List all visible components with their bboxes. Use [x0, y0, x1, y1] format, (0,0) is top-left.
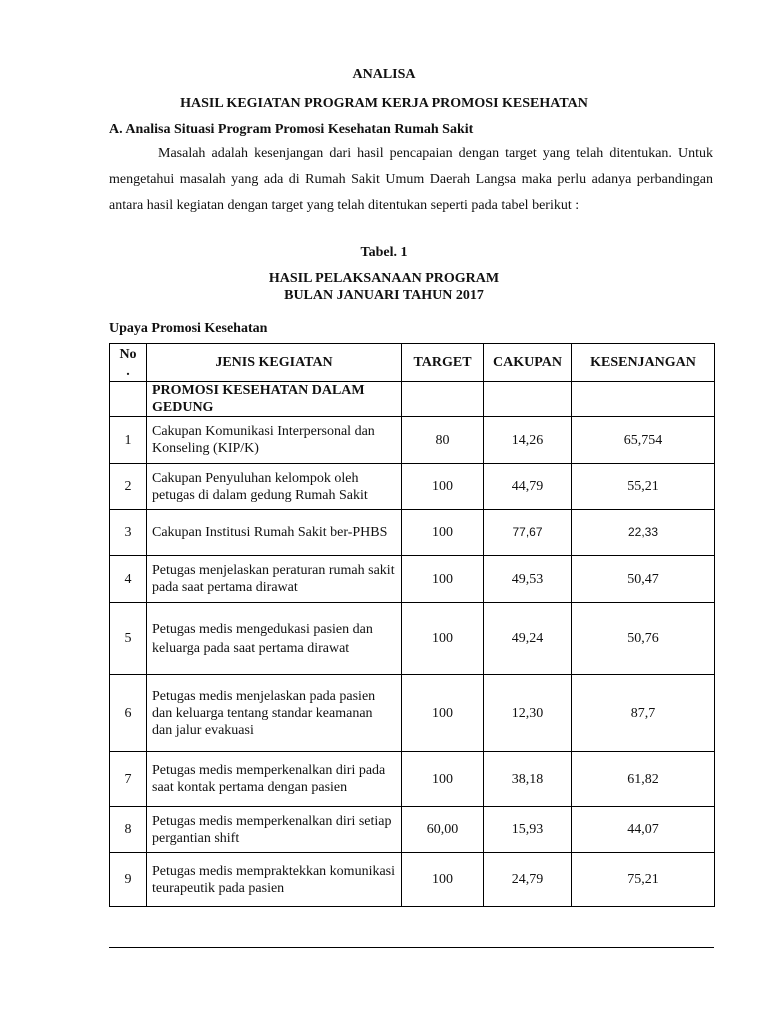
row-kesenjangan: 87,7 [572, 675, 715, 752]
row-cakupan: 38,18 [484, 752, 572, 807]
table-title-line1: HASIL PELAKSANAAN PROGRAM [268, 271, 500, 286]
row-target: 100 [402, 603, 484, 675]
row-jenis: Petugas medis memperkenalkan diri pada saat kontak pertama dengan pasien [147, 752, 402, 807]
intro-paragraph [109, 141, 713, 219]
group-cakupan-cell [484, 382, 572, 417]
row-jenis: Petugas medis memperkenalkan diri setiap pergantian shift [147, 807, 402, 853]
row-target: 100 [402, 556, 484, 603]
row-kesenjangan: 50,76 [572, 603, 715, 675]
row-no: 6 [110, 675, 147, 752]
table-row [110, 675, 715, 752]
row-no: 7 [110, 752, 147, 807]
row-jenis: Petugas medis menjelaskan pada pasien dan keluarga tentang standar keamanan dan jalur evakuasi [147, 675, 402, 752]
row-no: 1 [110, 417, 147, 464]
row-no: 8 [110, 807, 147, 853]
table-row [110, 510, 715, 556]
footer-divider [109, 947, 714, 948]
table-header-row [110, 344, 715, 382]
row-cakupan: 77,67 [484, 510, 572, 556]
intro-paragraph-text: Masalah adalah kesenjangan dari hasil pencapaian dengan target yang telah ditentukan. Untuk mengetahui masalah yang ada di Rumah Sakit Umum Daerah Langsa maka perlu adanya perbandingan antara hasil kegiatan dengan target yang telah ditentukan seperti pada tabel berikut : [109, 146, 713, 213]
row-no: 2 [110, 464, 147, 510]
row-target: 80 [402, 417, 484, 464]
row-kesenjangan: 65,754 [572, 417, 715, 464]
row-target: 100 [402, 510, 484, 556]
row-target: 100 [402, 752, 484, 807]
table-row [110, 853, 715, 907]
header-target: TARGET [402, 344, 484, 382]
table-row [110, 752, 715, 807]
program-results-table [109, 343, 715, 907]
row-kesenjangan: 44,07 [572, 807, 715, 853]
table-row [110, 603, 715, 675]
row-jenis: Petugas menjelaskan peraturan rumah sakit pada saat pertama dirawat [147, 556, 402, 603]
row-kesenjangan: 22,33 [572, 510, 715, 556]
row-kesenjangan: 75,21 [572, 853, 715, 907]
table-title-line2: BULAN JANUARI TAHUN 2017 [284, 288, 484, 303]
table-row [110, 464, 715, 510]
table-row [110, 807, 715, 853]
row-cakupan: 14,26 [484, 417, 572, 464]
table-group-row [110, 382, 715, 417]
row-cakupan: 49,53 [484, 556, 572, 603]
header-no: No . [110, 344, 147, 382]
row-jenis: Cakupan Institusi Rumah Sakit ber-PHBS [147, 510, 402, 556]
row-kesenjangan: 55,21 [572, 464, 715, 510]
table-row [110, 556, 715, 603]
row-kesenjangan: 50,47 [572, 556, 715, 603]
group-no-cell [110, 382, 147, 417]
row-target: 100 [402, 853, 484, 907]
row-jenis: Cakupan Komunikasi Interpersonal dan Konseling (KIP/K) [147, 417, 402, 464]
row-no: 4 [110, 556, 147, 603]
row-target: 100 [402, 675, 484, 752]
group-target-cell [402, 382, 484, 417]
header-kesenjangan: KESENJANGAN [572, 344, 715, 382]
row-jenis: Petugas medis mempraktekkan komunikasi teurapeutik pada pasien [147, 853, 402, 907]
row-cakupan: 15,93 [484, 807, 572, 853]
row-jenis: Cakupan Penyuluhan kelompok oleh petugas di dalam gedung Rumah Sakit [147, 464, 402, 510]
doc-subtitle: HASIL KEGIATAN PROGRAM KERJA PROMOSI KESEHATAN [180, 96, 588, 111]
table-row [110, 417, 715, 464]
group-kesenjangan-cell [572, 382, 715, 417]
row-cakupan: 24,79 [484, 853, 572, 907]
group-label: PROMOSI KESEHATAN DALAM GEDUNG [147, 382, 402, 417]
table-subheading: Upaya Promosi Kesehatan [109, 321, 268, 336]
header-jenis-kegiatan: JENIS KEGIATAN [147, 344, 402, 382]
table-label: Tabel. 1 [360, 245, 408, 260]
row-kesenjangan: 61,82 [572, 752, 715, 807]
section-heading: A. Analisa Situasi Program Promosi Kesehatan Rumah Sakit [109, 122, 474, 137]
row-cakupan: 44,79 [484, 464, 572, 510]
row-no: 9 [110, 853, 147, 907]
row-cakupan: 49,24 [484, 603, 572, 675]
row-jenis: Petugas medis mengedukasi pasien dan keluarga pada saat pertama dirawat [147, 603, 402, 675]
row-target: 100 [402, 464, 484, 510]
doc-title: ANALISA [352, 67, 416, 82]
row-target: 60,00 [402, 807, 484, 853]
row-no: 5 [110, 603, 147, 675]
row-no: 3 [110, 510, 147, 556]
header-cakupan: CAKUPAN [484, 344, 572, 382]
row-cakupan: 12,30 [484, 675, 572, 752]
